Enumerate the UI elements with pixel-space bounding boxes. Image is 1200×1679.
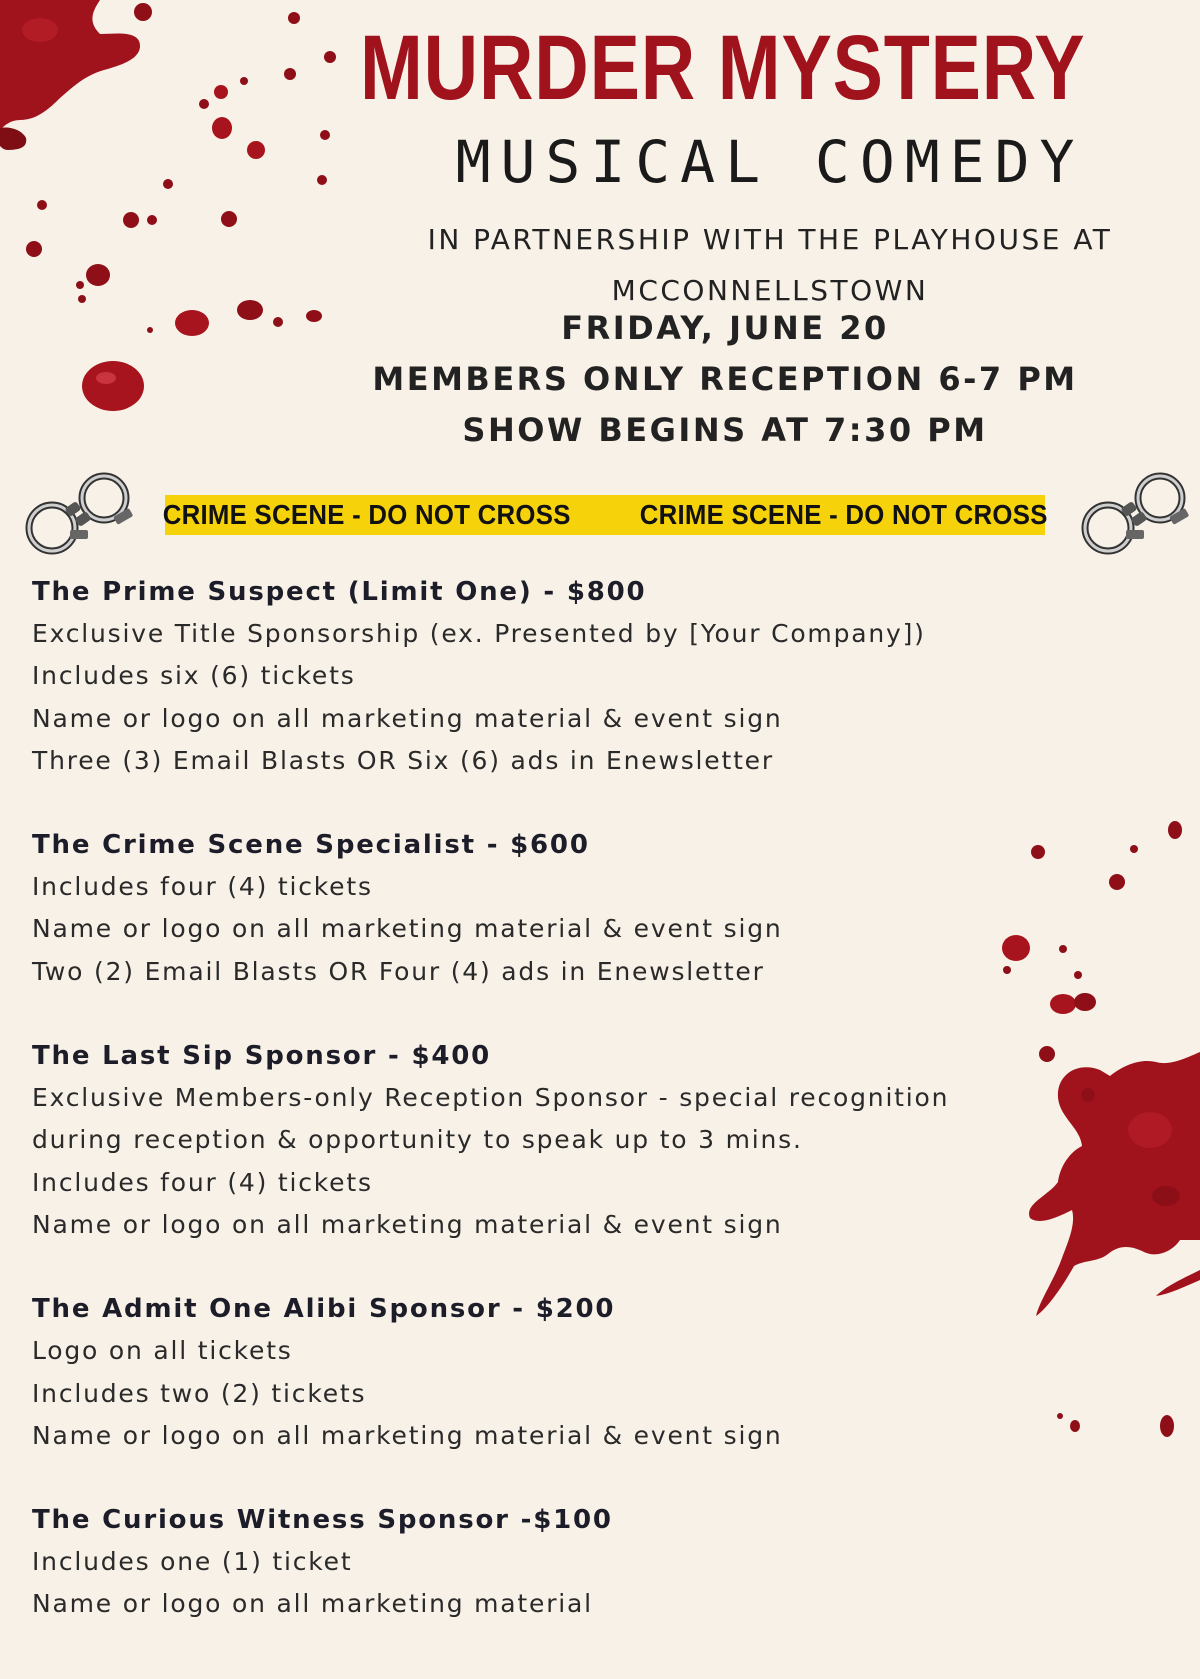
tier-admit-one-alibi [32,1288,1052,1457]
tier-prime-suspect [32,571,1052,782]
tape-text-right: CRIME SCENE - DO NOT CROSS [639,499,1048,530]
partnership-text [360,214,1180,316]
tier-heading: The Admit One Alibi Sponsor - $200 [32,1294,616,1325]
tier-benefit: Name or logo on all marketing material & event sign [32,1209,783,1239]
event-date: FRIDAY, JUNE 20 [561,309,889,347]
reception-time: MEMBERS ONLY RECEPTION 6-7 PM [372,360,1078,398]
tier-heading: The Last Sip Sponsor - $400 [32,1041,492,1072]
blood-splatter-top-left [0,0,360,420]
tier-benefit: during reception & opportunity to speak up to 3 mins. [32,1125,803,1155]
tier-benefit: Exclusive Title Sponsorship (ex. Presented by [Your Company]) [32,619,926,648]
tier-benefit: Includes four (4) tickets [32,1167,373,1197]
sponsorship-tiers [32,571,1052,1668]
tier-benefit: Name or logo on all marketing material [32,1589,593,1619]
partnership-line-1: IN PARTNERSHIP WITH THE PLAYHOUSE AT [427,223,1113,256]
tier-benefit: Logo on all tickets [32,1336,293,1366]
tier-heading: The Crime Scene Specialist - $600 [32,830,590,861]
tier-benefit: Includes two (2) tickets [32,1378,367,1408]
tier-benefit: Includes six (6) tickets [32,661,356,691]
event-title: MURDER MYSTERY [360,17,1086,119]
tier-benefit: Name or logo on all marketing material & event sign [32,1420,783,1450]
handcuffs-icon [1070,468,1194,560]
crime-scene-tape [162,495,1048,535]
tier-benefit: Three (3) Email Blasts OR Six (6) ads in Enewsletter [32,745,774,775]
tier-heading: The Prime Suspect (Limit One) - $800 [32,577,647,607]
handcuffs-icon [14,468,138,560]
tier-benefit: Name or logo on all marketing material & event sign [32,914,783,944]
tape-text-left: CRIME SCENE - DO NOT CROSS [162,499,571,530]
tier-benefit: Two (2) Email Blasts OR Four (4) ads in Enewsletter [32,956,765,986]
tier-crime-scene-specialist [32,824,1052,993]
tier-benefit: Includes four (4) tickets [32,872,373,902]
event-subtitle: MUSICAL COMEDY [455,128,1085,196]
tier-benefit: Exclusive Members-only Reception Sponsor - special recognition [32,1083,950,1113]
tier-benefit: Includes one (1) ticket [32,1547,353,1577]
tier-heading: The Curious Witness Sponsor -$100 [32,1505,613,1536]
show-time: SHOW BEGINS AT 7:30 PM [462,411,988,449]
tier-last-sip [32,1035,1052,1246]
tier-benefit: Name or logo on all marketing material & event sign [32,703,783,733]
partnership-line-2: MCCONNELLSTOWN [611,274,929,307]
tier-curious-witness [32,1499,1052,1626]
